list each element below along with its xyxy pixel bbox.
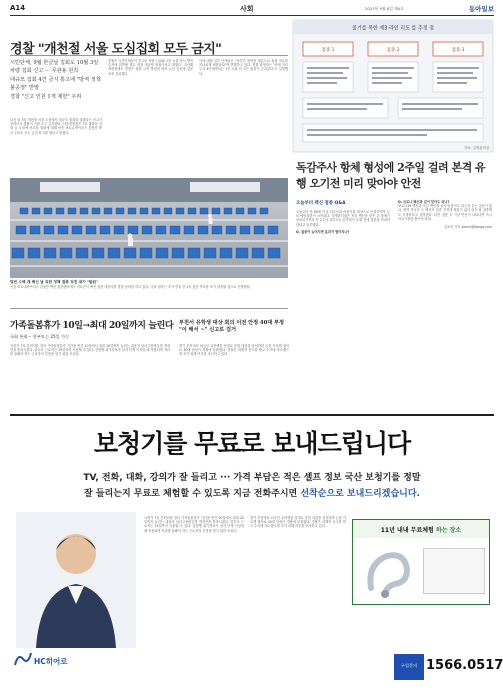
section-name: 사회 <box>240 5 254 13</box>
stage-label-1: 접종 1 <box>321 48 335 53</box>
call-label: 구입문의 <box>394 654 424 680</box>
main-subheads <box>10 59 102 101</box>
graphic-title: 줄기를 목한 제3 라인 리도 를 추정 점 <box>352 25 434 32</box>
subhead-1: 시민단체, 9월 한글날 집회도 10월 3일 차량 집회 신고 ··· 무관용 원칙 <box>10 60 99 75</box>
page-header <box>10 2 494 16</box>
stage-label-2: 접종 2 <box>386 48 400 53</box>
main-body-col-3: 이에 대해 일부 단체들은 "정부가 방역을 명분으로 집회 자유를 지나치게 제한한다"며 반발하고 있다. 경찰 관계자는 "현재 거리 두기 4단계에서는 1인 시위 외 모든 집회가 금지된다"고 설명했다. <box>199 59 288 76</box>
main-headline: 경찰 "개천절 서울 도심집회 모두 금지" <box>10 42 222 57</box>
subhead-3: 경찰 "신고 인원 1개 제한" 우려 <box>10 93 82 100</box>
ad-line-2 <box>10 486 494 499</box>
story4-body-col-1 <box>296 210 390 234</box>
phone-number[interactable]: 1566.0517 <box>426 658 503 673</box>
ad-line-1: TV, 전화, 대화, 강의가 잘 들리고 ··· 가격 부담은 적은 셀프 정보 국산 보청기를 정말 <box>83 473 421 483</box>
story4-question-2: Q. 코로나 백신과 같이 맞아도 되나? <box>398 200 450 204</box>
brand-logo-icon <box>14 652 32 666</box>
story4-headline: 독감주사 항체 형성에 2주일 걸려 본격 유행 오기전 미리 맞아야 안전 <box>296 161 486 190</box>
event-title-text: 11년 내내 무료체험 <box>380 527 436 534</box>
hearing-aid-advertisement <box>10 414 503 687</box>
story3-headline: 부천서 유학생 대상 회의 이전 안정 40대 부정 "이 해서 ~" 신고로 검거 <box>179 320 285 333</box>
headline-rule <box>10 55 288 56</box>
newspaper-logo: 동아일보 <box>468 5 494 13</box>
vaccine-schedule-graphic <box>293 20 493 152</box>
story2-subhead: 국회 본회··· 한부모는 25일 가능 <box>10 334 70 339</box>
ad-body-col-2: 경기 부천에서 외국인 유학생을 상대로 불법 대출을 알선하며 돈을 가로챈 혐의로 40대 남성이 경찰에 붙잡혔다. 경찰은 피해자 신고를 받고 수사에 착수했으며 추가 피해 여부를 조사하고 있다. <box>250 516 346 529</box>
free-trial-event-box <box>352 519 490 605</box>
story3-body: 경기 부천에서 외국인 유학생을 상대로 불법 대출을 알선하며 돈을 가로챈 혐의로 40대 남성이 경찰에 붙잡혔다. 경찰은 피해자 신고를 받고 수사에 착수했으며 추가 피해 여부를 조사하고 있다. <box>179 344 289 357</box>
story2-body: 국회가 7일 본회의를 열어 가족돌봄휴가 기간을 연간 10일에서 최대 20일까지 늘리는 내용의 남녀고용평등법 개정안을 통과시켰다. 한부모 근로자는 25일까지 사용할 수 있다. 감염병 위기경보가 심각 단계 이상일 때 적용되며 자녀를 돌봐야 하는 근로자의 부담을 덜기 위한 조치다. <box>10 344 170 357</box>
subhead-2: 대규모 집회 4건 금지 통고에 "방역 정책 불공정" 반발 <box>10 76 101 92</box>
vaccine-center-illustration <box>10 178 288 278</box>
vaccine-center-photo <box>10 178 288 278</box>
schedule-diagram <box>293 20 493 152</box>
issue-date: 2021년 9월 8일 제4호 <box>365 6 404 11</box>
story4-question-1: Q. 접종이 늦어지면 효과가 떨어지나? <box>296 229 350 234</box>
story4-paragraph-2: 코로나19 백신과 독감 백신을 동시에 맞아도 되는지 묻는 질문이 많다. 방역 당국은 두 백신의 접종 간격에 제한이 없어 같은 날 접종해도 무방하다고 설명했다. 다만 접종 후 이상 반응이 나타나면 즉시 의료기관을 찾아야 한다. <box>398 204 492 221</box>
main-body-col-1: 다음 달 3일 개천절 서울 도심에서 대규모 집회를 열겠다는 신고가 잇따르자 경찰이 이를 모두 금지했다. 서울경찰청은 7일 광화문 일대 등 도심에 신고된 집회에 대해 신종 코로나바이러스 감염증 확산 우려로 모두 금지 통고를 했다고 밝혔다. <box>10 118 102 135</box>
story4-paragraph-1: 오늘부터 만 65세 이상 어르신과 어린이를 대상으로 인플루엔자 무료 예방접종이 시작된다. 질병관리청은 독감 백신을 맞은 뒤 항체가 형성되기까지 약 2주가 걸리므로 본격적인 유행 전에 접종을 마쳐야 한다고 당부했다. <box>296 210 390 227</box>
page-number: A14 <box>10 4 26 12</box>
section-divider <box>10 308 288 309</box>
photo-caption <box>10 280 288 289</box>
ad-body-col-1: 국회가 7일 본회의를 열어 가족돌봄휴가 기간을 연간 10일에서 최대 20일까지 늘리는 내용의 남녀고용평등법 개정안을 통과시켰다. 한부모 근로자는 25일까지 사용할 수 있다. 감염병 위기경보가 심각 단계 이상일 때 적용되며 자녀를 돌봐야 하는 근로자의 부담을 덜기 위한 조치다. <box>144 516 244 533</box>
story4-byline: 김소민 기자 somin@donga.com <box>443 225 492 230</box>
ad-headline: 보청기를 무료로 보내드립니다 <box>93 429 411 458</box>
event-title <box>353 520 489 538</box>
story4-kicker: 오늘부터 백신 접종 Q&A <box>296 201 346 206</box>
event-detail-panel <box>423 548 485 594</box>
hearing-aid-icon <box>359 544 419 600</box>
photo-caption-title: 텅빈 수백 개 백신 날 위한 정책 접종 직전 대기 "탈원" <box>10 280 98 284</box>
story2-headline: 가족돌봄휴가 10일→최대 20일까지 늘린다 <box>10 321 174 331</box>
event-title-highlight: 하는 장소 <box>435 527 462 534</box>
ad-line-2-highlight: 선착순으로 보내드리겠습니다. <box>297 489 420 499</box>
stage-label-3: 접종 3 <box>451 48 465 53</box>
graphic-source: 자료: 질병관리청 <box>463 146 489 150</box>
ad-line-2-text: 잘 들리는지 무료로 체험할 수 있도록 지금 전화주시면 <box>84 489 298 499</box>
main-body-col-2: 경찰은 시민단체들이 신고한 차량 시위와 1인 시위 역시 방역 수칙에 위반될 경우 엄정 대응할 방침이라고 밝혔다. 지난해 개천절에도 경찰은 집회 금지 방침에 따라 도심 곳곳에 검문소를 설치했다. <box>108 59 193 76</box>
spokesperson-photo <box>16 512 136 648</box>
story4-body-col-2 <box>398 200 492 229</box>
photo-caption-body: 신종 코로나바이러스 감염증 백신 접종센터에서 의료진이 백신 접종 대상자를 맞을 준비를 하고 있다. 이날 정부는 추석 연휴 전 1차 접종 목표를 조기 달성할 것으로 전망했다. <box>10 285 251 289</box>
brand-name: HC히어로 <box>34 657 68 666</box>
